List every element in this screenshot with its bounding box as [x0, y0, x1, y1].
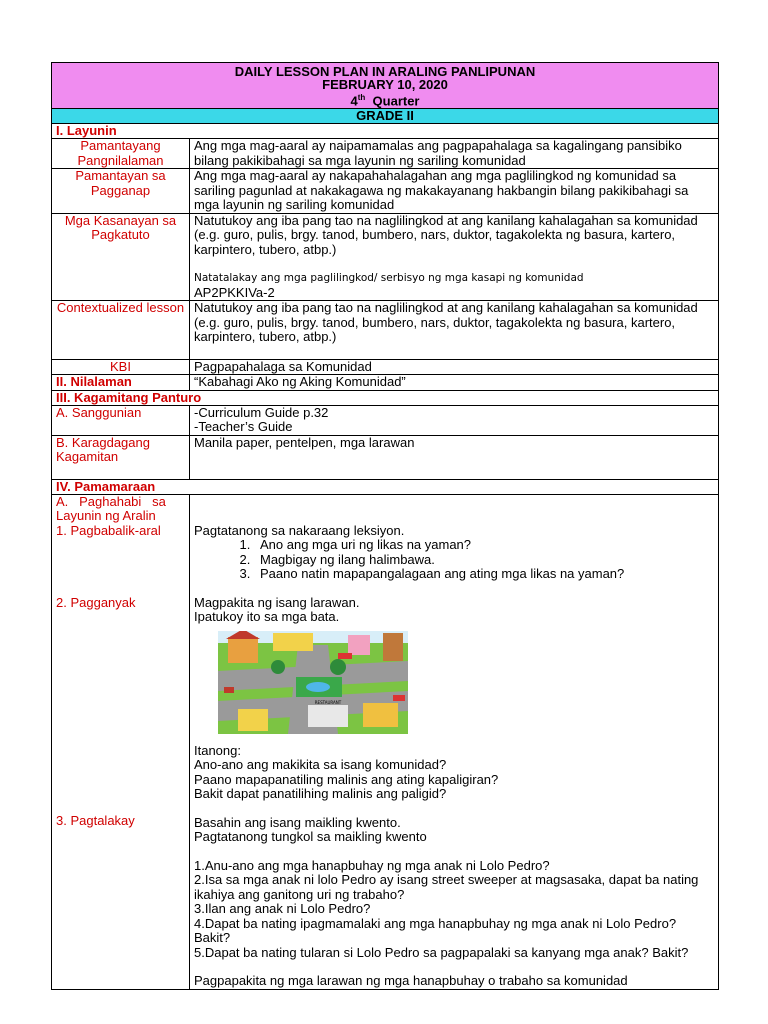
label-sanggunian: A. Sanggunian	[52, 405, 190, 435]
label-pagganap: Pamantayan sa Pagganap	[52, 169, 190, 214]
itanong-label: Itanong:	[194, 742, 241, 758]
step3-line-2: Pagtatanong tungkol sa maikling kwento	[194, 829, 427, 845]
text-pagganap: Ang mga mag-aaral ay nakapahahalagahan ang mga paglilingkod ng komunidad sa sariling pagunlad at nakakagawa ng makakayanang hakbangin bilang pakikibahagi sa mga layunin ng sariling komunidad	[190, 169, 719, 214]
step3-question-5: 5.Dapat ba nating tularan si Lolo Pedro sa pagpapalaki sa kanyang mga anak? Bakit?	[194, 944, 689, 960]
row-karagdagang	[52, 435, 719, 479]
step3-line-1: Basahin ang isang maikling kwento.	[194, 814, 401, 830]
quarter-label: 4th Quarter	[350, 93, 420, 109]
picture-tree	[271, 660, 285, 674]
label-contextualized: Contextualized lesson	[52, 301, 190, 360]
sanggunian-line-1: -Curriculum Guide p.32	[194, 404, 329, 420]
document-title: DAILY LESSON PLAN IN ARALING PANLIPUNAN	[234, 64, 536, 79]
row-kasanayan	[52, 213, 719, 301]
picture-shop	[363, 703, 398, 727]
competency-code: AP2PKKIVa-2	[194, 284, 275, 300]
cell-sanggunian	[190, 405, 719, 435]
list-item: 1. Ano ang mga uri ng likas na yaman?	[254, 538, 714, 553]
step3-question-3: 3.Ilan ang anak ni Lolo Pedro?	[194, 901, 371, 917]
cell-kasanayan	[190, 213, 719, 301]
cell-pamamaraan-labels	[52, 494, 190, 989]
row-contextualized	[52, 301, 719, 360]
step3-last-line: Pagpapakita ng mga larawan ng mga hanapbuhay o trabaho sa komunidad	[194, 973, 628, 989]
row-pagganap	[52, 169, 719, 214]
step2-line-2: Ipatukoy ito sa mga bata.	[194, 609, 340, 625]
grade-label: GRADE II	[52, 109, 719, 124]
text-pangnilalaman: Ang mga mag-aaral ay naipamamalas ang pagpapahalaga sa kagalingang pansibiko bilang pakikibahagi sa mga layunin ng sariling komunidad	[190, 139, 719, 169]
section-pamamaraan: IV. Pamamaraan	[52, 479, 719, 494]
picture-house	[228, 637, 258, 663]
list-item: 3. Paano natin mapapangalagaan ang ating mga likas na yaman?	[254, 567, 714, 582]
picture-building	[348, 635, 370, 655]
label-kasanayan: Mga Kasanayan sa Pagkatuto	[52, 213, 190, 301]
itanong-q2: Paano mapapanatiling malinis ang ating kapaligiran?	[194, 771, 499, 787]
row-sanggunian	[52, 405, 719, 435]
picture-car	[338, 653, 352, 659]
restaurant-sign: RESTAURANT	[314, 699, 342, 705]
row-nilalaman	[52, 375, 719, 391]
community-picture	[218, 631, 408, 734]
row-pamamaraan	[52, 494, 719, 989]
step3-question-4: 4.Dapat ba nating ipagmamalaki ang mga hanapbuhay ng mga anak ni Lolo Pedro? Bakit?	[194, 915, 677, 946]
picture-school	[273, 633, 313, 651]
picture-restaurant	[308, 705, 348, 727]
step3-question-1: 1.Anu-ano ang mga hanapbuhay ng mga anak ni Lolo Pedro?	[194, 857, 550, 873]
section-nilalaman: II. Nilalaman	[52, 375, 190, 391]
row-pangnilalaman	[52, 139, 719, 169]
header-cell	[52, 63, 719, 109]
cell-pamamaraan-content	[190, 494, 719, 989]
header-row	[52, 63, 719, 109]
text-kasanayan: Natutukoy ang iba pang tao na naglilingkod at ang kanilang kahalagahan sa komunidad (e.g. guro, pulis, brgy. tanod, bumbero, nars, duktor, tagakolekta ng basura, kartero, karpintero, tubero, atbp.)	[194, 212, 698, 257]
row-kbi	[52, 359, 719, 375]
text-nilalaman: “Kabahagi Ako ng Aking Komunidad”	[190, 375, 719, 391]
text-karagdagang: Manila paper, pentelpen, mga larawan	[190, 435, 719, 479]
document-date: FEBRUARY 10, 2020	[322, 77, 448, 92]
section-layunin: I. Layunin	[52, 124, 719, 139]
sanggunian-line-2: -Teacher’s Guide	[194, 419, 293, 435]
cell-contextualized	[190, 301, 719, 360]
grade-row	[52, 109, 719, 124]
step3-question-2: 2.Isa sa mga anak ni lolo Pedro ay isang street sweeper at magsasaka, dapat ba nating ikahiya ang ganitong uri ng trabaho?	[194, 872, 699, 902]
label-paghahabi-1: A. Paghahabi sa	[56, 493, 166, 509]
section-kagamitan: III. Kagamitang Panturo	[52, 390, 719, 405]
label-step2: 2. Pagganyak	[56, 595, 136, 611]
label-paghahabi-2: Layunin ng Aralin	[56, 508, 156, 524]
text-kbi: Pagpapahalaga sa Komunidad	[190, 359, 719, 375]
picture-pond	[306, 682, 330, 692]
label-kbi: KBI	[52, 359, 190, 375]
label-karagdagang: B. Karagdagang Kagamitan	[52, 435, 190, 479]
lesson-plan-table	[51, 62, 719, 990]
text-kasanayan-small: Natatalakay ang mga paglilingkod/ serbisyo ng mga kasapi ng komunidad	[194, 272, 584, 285]
itanong-q1: Ano-ano ang makikita sa isang komunidad?	[194, 757, 447, 773]
label-step1: 1. Pagbabalik-aral	[56, 522, 161, 538]
label-step3: 3. Pagtalakay	[56, 812, 135, 828]
picture-store	[238, 709, 268, 731]
step1-intro: Pagtatanong sa nakaraang leksiyon.	[194, 522, 405, 538]
picture-motorcycle	[224, 687, 234, 693]
itanong-q3: Bakit dapat panatilihing malinis ang paligid?	[194, 786, 447, 802]
label-pangnilalaman: Pamantayang Pangnilalaman	[52, 139, 190, 169]
list-item: 2. Magbigay ng ilang halimbawa.	[254, 553, 714, 568]
text-contextualized: Natutukoy ang iba pang tao na naglilingkod at ang kanilang kahalagahan sa komunidad (e.g. guro, pulis, brgy. tanod, bumbero, nars, duktor, tagakolekta ng basura, kartero, karpintero, tubero, atbp.)	[194, 300, 698, 345]
picture-church	[383, 633, 403, 661]
picture-tree	[330, 659, 346, 675]
step1-list	[194, 538, 714, 582]
step2-line-1: Magpakita ng isang larawan.	[194, 594, 360, 610]
picture-car	[393, 695, 405, 701]
